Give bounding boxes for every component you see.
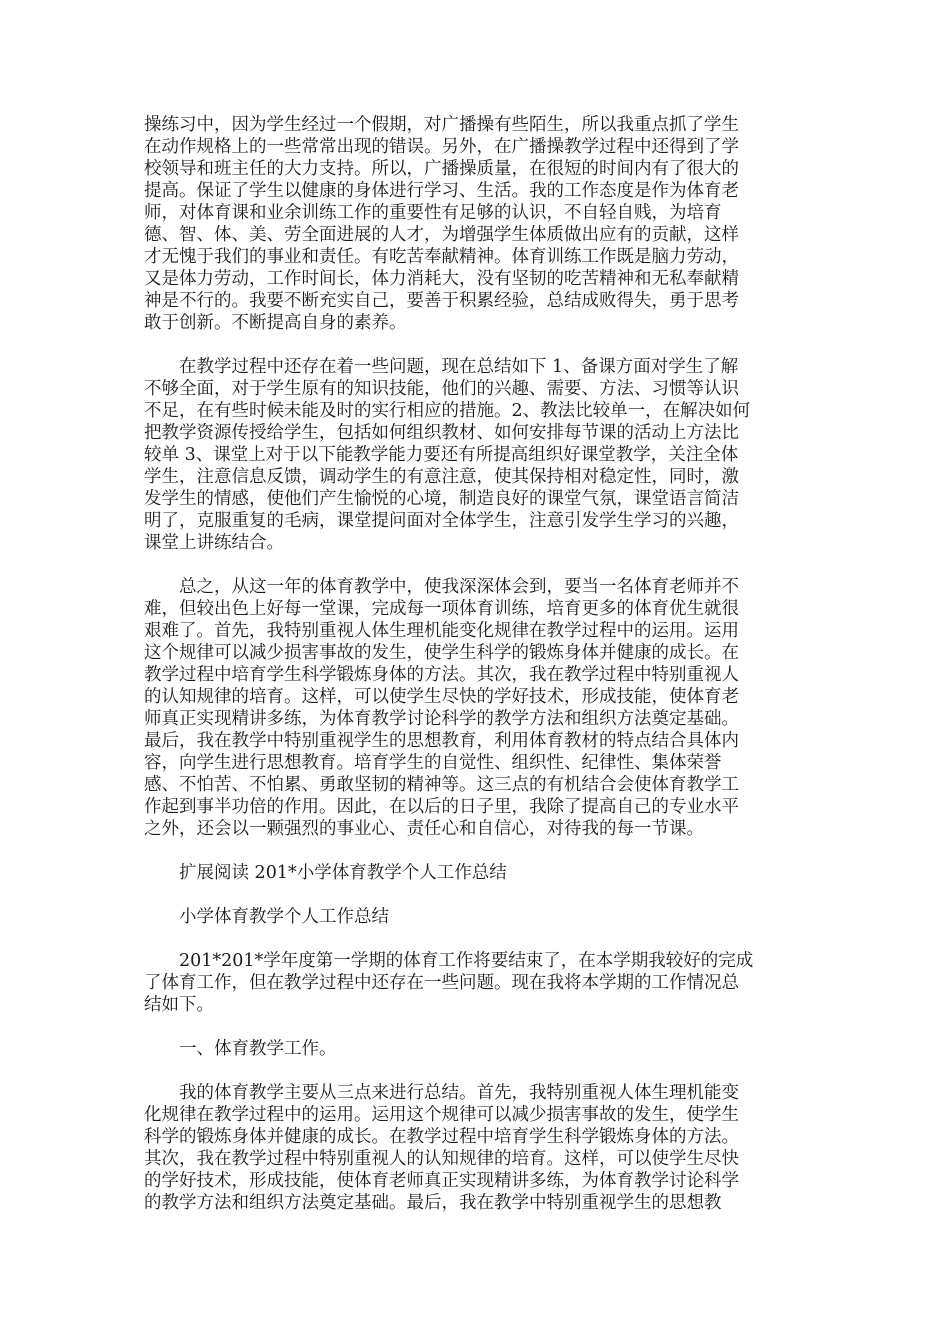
paragraph-spacer [144, 1016, 806, 1038]
paragraph-line: 发学生的情感，使他们产生愉悦的心境，制造良好的课堂气氛，课堂语言简洁 [144, 489, 739, 509]
paragraph-line: 学生，注意信息反馈，调动学生的有意注意，使其保持相对稳定性，同时，激 [144, 467, 739, 487]
paragraph-spacer [144, 554, 806, 576]
paragraph-line: 师真正实现精讲多练，为体育教学讨论科学的教学方法和组织方法奠定基础。 [144, 709, 739, 729]
paragraph-p7 [144, 1038, 806, 1060]
paragraph-spacer [144, 884, 806, 906]
paragraph-line: 神是不行的。我要不断充实自己，要善于积累经验，总结成败得失，勇于思考 [144, 291, 739, 311]
paragraph-spacer [144, 928, 806, 950]
paragraph-line: 的学好技术，形成技能，使体育老师真正实现精讲多练，为体育教学讨论科学 [144, 1171, 739, 1191]
paragraph-p6 [144, 950, 806, 1016]
paragraph-p1 [144, 114, 806, 334]
paragraph-line: 容，向学生进行思想教育。培育学生的自觉性、组织性、纪律性、集体荣誉 [144, 753, 722, 773]
paragraph-line: 不够全面，对于学生原有的知识技能，他们的兴趣、需要、方法、习惯等认识 [144, 379, 739, 399]
paragraph-line: 的教学方法和组织方法奠定基础。最后，我在教学中特别重视学生的思想教 [144, 1193, 722, 1213]
paragraph-line: 艰难了。首先，我特别重视人体生理机能变化规律在教学过程中的运用。运用 [144, 621, 739, 641]
paragraph-line: 作起到事半功倍的作用。因此，在以后的日子里，我除了提高自己的专业水平 [144, 797, 739, 817]
paragraph-line: 不足，在有些时候未能及时的实行相应的措施。2、教法比较单一，在解决如何 [144, 401, 751, 421]
paragraph-line: 这个规律可以减少损害事故的发生，使学生科学的锻炼身体并健康的成长。在 [144, 643, 739, 663]
paragraph-line: 师，对体育课和业余训练工作的重要性有足够的认识，不自轻自贱，为培育 [144, 203, 722, 223]
paragraph-line: 课堂上讲练结合。 [144, 533, 284, 553]
paragraph-line: 教学过程中培育学生科学锻炼身体的方法。其次，我在教学过程中特别重视人 [144, 665, 739, 685]
paragraph-line: 小学体育教学个人工作总结 [179, 907, 389, 927]
paragraph-line: 又是体力劳动，工作时间长，体力消耗大，没有坚韧的吃苦精神和无私奉献精 [144, 269, 739, 289]
paragraph-line: 敢于创新。不断提高自身的素养。 [144, 313, 407, 333]
paragraph-line: 201*201*学年度第一学期的体育工作将要结束了，在本学期我较好的完成 [179, 951, 754, 971]
paragraph-line: 难，但较出色上好每一堂课，完成每一项体育训练，培育更多的体育优生就很 [144, 599, 739, 619]
paragraph-spacer [144, 1060, 806, 1082]
paragraph-spacer [144, 334, 806, 356]
paragraph-line: 扩展阅读 201*小学体育教学个人工作总结 [179, 863, 507, 883]
paragraph-line: 较单 3、课堂上对于以下能教学能力要还有所提高组织好课堂教学，关注全体 [144, 445, 739, 465]
paragraph-line: 德、智、体、美、劳全面进展的人才，为增强学生体质做出应有的贡献，这样 [144, 225, 739, 245]
paragraph-line: 提高。保证了学生以健康的身体进行学习、生活。我的工作态度是作为体育老 [144, 181, 739, 201]
paragraph-line: 校领导和班主任的大力支持。所以，广播操质量，在很短的时间内有了很大的 [144, 159, 739, 179]
paragraph-line: 明了，克服重复的毛病，课堂提问面对全体学生，注意引发学生学习的兴趣， [144, 511, 739, 531]
paragraph-line: 之外，还会以一颗强烈的事业心、责任心和自信心，对待我的每一节课。 [144, 819, 704, 839]
paragraph-line: 最后，我在教学中特别重视学生的思想教育，利用体育教材的特点结合具体内 [144, 731, 739, 751]
paragraph-line: 其次，我在教学过程中特别重视人的认知规律的培育。这样，可以使学生尽快 [144, 1149, 739, 1169]
paragraph-line: 感、不怕苦、不怕累、勇敢坚韧的精神等。这三点的有机结合会使体育教学工 [144, 775, 739, 795]
paragraph-line: 在动作规格上的一些常常出现的错误。另外，在广播操教学过程中还得到了学 [144, 137, 739, 157]
document-body [144, 114, 806, 1214]
paragraph-line: 的认知规律的培育。这样，可以使学生尽快的学好技术，形成技能，使体育老 [144, 687, 739, 707]
paragraph-line: 把教学资源传授给学生，包括如何组织教材、如何安排每节课的活动上方法比 [144, 423, 739, 443]
paragraph-p8 [144, 1082, 806, 1214]
paragraph-p3 [144, 576, 806, 840]
paragraph-line: 科学的锻炼身体并健康的成长。在教学过程中培育学生科学锻炼身体的方法。 [144, 1127, 739, 1147]
paragraph-p4 [144, 862, 806, 884]
paragraph-line: 总之，从这一年的体育教学中，使我深深体会到，要当一名体育老师并不 [179, 577, 739, 597]
paragraph-line: 我的体育教学主要从三点来进行总结。首先，我特别重视人体生理机能变 [179, 1083, 739, 1103]
paragraph-spacer [144, 840, 806, 862]
paragraph-p2 [144, 356, 806, 554]
paragraph-p5 [144, 906, 806, 928]
paragraph-line: 才无愧于我们的事业和责任。有吃苦奉献精神。体育训练工作既是脑力劳动， [144, 247, 739, 267]
paragraph-line: 在教学过程中还存在着一些问题，现在总结如下 1、备课方面对学生了解 [179, 357, 739, 377]
paragraph-line: 操练习中，因为学生经过一个假期，对广播操有些陌生，所以我重点抓了学生 [144, 115, 739, 135]
paragraph-line: 一、体育教学工作。 [179, 1039, 337, 1059]
paragraph-line: 结如下。 [144, 995, 214, 1015]
paragraph-line: 化规律在教学过程中的运用。运用这个规律可以减少损害事故的发生，使学生 [144, 1105, 739, 1125]
paragraph-line: 了体育工作，但在教学过程中还存在一些问题。现在我将本学期的工作情况总 [144, 973, 739, 993]
